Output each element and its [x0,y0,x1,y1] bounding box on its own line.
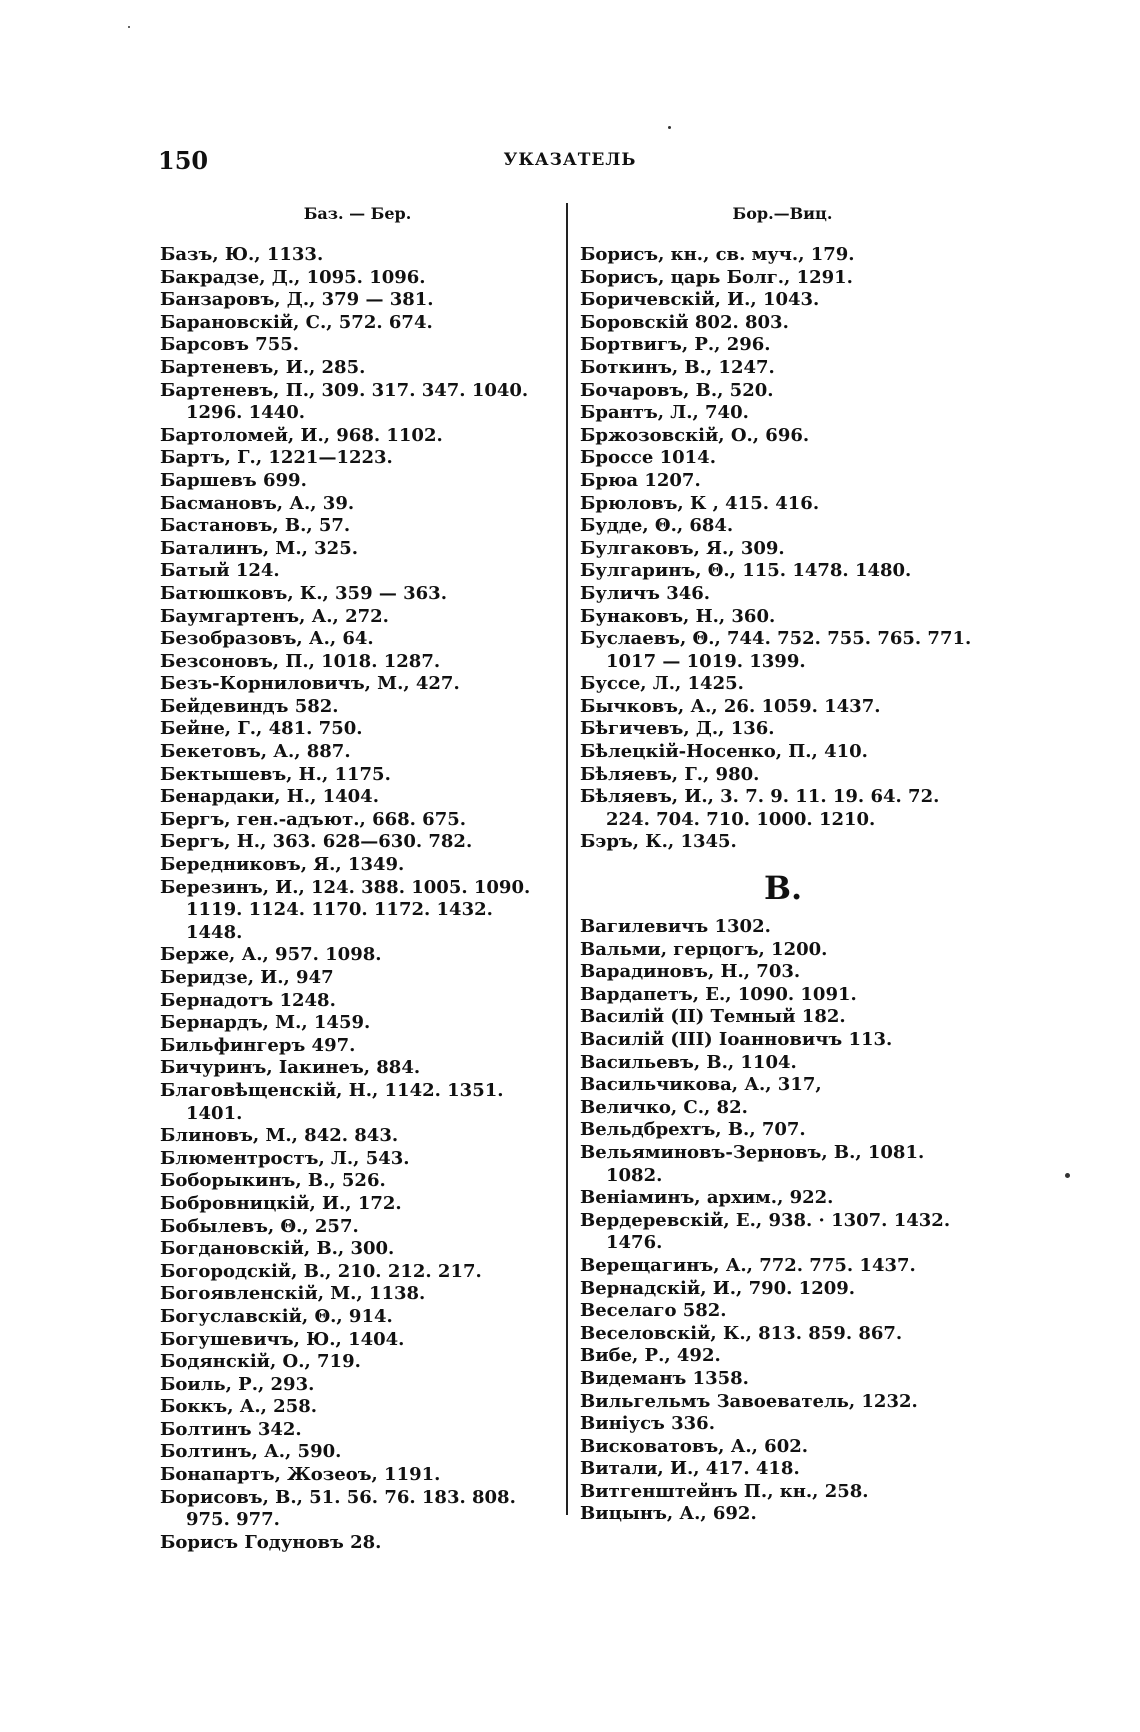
index-entry: Васильчикова, А., 317, [580,1074,822,1096]
index-entry: Бакрадзе, Д., 1095. 1096. [160,266,426,288]
index-entry: Брантъ, Л., 740. [580,402,749,424]
index-entry: Бочаровъ, В., 520. [580,379,774,401]
column-divider [566,203,568,1515]
right-entries-b-list [580,244,985,854]
left-column-head: Баз. — Бер. [303,204,412,223]
index-entry: Брюа 1207. [580,469,701,491]
index-entry: Банзаровъ, Д., 379 — 381. [160,289,434,311]
index-entry: Богоявленскій, М., 1138. [160,1283,426,1305]
index-entry: Баталинъ, М., 325. [160,537,358,559]
index-entry: Богуславскій, Θ., 914. [160,1305,393,1327]
index-entry: Базъ, Ю., 1133. [160,244,324,265]
index-entry: Васильевъ, В., 1104. [580,1051,797,1073]
index-entry: Болтинъ 342. [160,1418,302,1440]
index-entry: Баршевъ 699. [160,469,307,491]
index-entry: Бѣгичевъ, Д., 136. [580,718,775,740]
index-entry: Вицынъ, А., 692. [580,1503,757,1525]
index-entry: Боричевскій, И., 1043. [580,289,820,311]
index-entry: Безобразовъ, А., 64. [160,628,374,650]
index-entry: Видеманъ 1358. [580,1367,749,1389]
index-entry: Вальми, герцогъ, 1200. [580,938,828,960]
index-entry: Борисъ, царь Болг., 1291. [580,266,853,288]
index-entry: Боборыкинъ, В., 526. [160,1170,386,1192]
index-entry: Богдановскій, В., 300. [160,1238,395,1260]
index-entry: Бунаковъ, Н., 360. [580,605,776,627]
index-entry: Величко, С., 82. [580,1096,748,1118]
index-entry: Вибе, Р., 492. [580,1345,721,1367]
index-entry: Бектышевъ, Н., 1175. [160,763,391,785]
index-entry: Батый 124. [160,560,280,582]
right-column-head: Бор.—Виц. [732,204,833,223]
index-entry: Вильгельмъ Завоеватель, 1232. [580,1390,918,1412]
index-entry: Бекетовъ, А., 887. [160,741,351,763]
running-head: УКАЗАТЕЛЬ [503,150,637,170]
right-column [580,204,985,1526]
index-entry: Бартоломей, И., 968. 1102. [160,424,443,446]
index-entry: Брюловъ, К , 415. 416. [580,492,820,514]
index-entry: Буличъ 346. [580,582,711,604]
index-entry: Бычковъ, А., 26. 1059. 1437. [580,695,881,717]
index-entry: Бонапартъ, Жозеоъ, 1191. [160,1464,441,1486]
index-entry: Висковатовъ, А., 602. [580,1435,809,1457]
index-entry: Боровскій 802. 803. [580,311,789,333]
index-entry: Бернардъ, М., 1459. [160,1012,371,1034]
index-entry: Булгаковъ, Я., 309. [580,537,785,559]
index-entry: Бейне, Г., 481. 750. [160,718,363,740]
index-entry: Вердеревскій, Е., 938. · 1307. 1432. 1476. [580,1209,951,1254]
index-entry: Беридзе, И., 947 [160,967,334,988]
index-entry: Бернадотъ 1248. [160,989,336,1011]
index-entry: Вагилевичъ 1302. [580,916,771,938]
index-entry: Богородскій, В., 210. 212. 217. [160,1260,482,1282]
index-entry: Василій (II) Темный 182. [580,1006,846,1028]
index-entry: Борисъ, кн., св. муч., 179. [580,244,855,265]
index-entry: Болтинъ, А., 590. [160,1441,342,1463]
index-entry: Бржозовскій, О., 696. [580,424,810,446]
index-entry: Бэръ, К., 1345. [580,831,737,853]
index-entry: Берже, А., 957. 1098. [160,944,382,966]
index-entry: Веніаминъ, архим., 922. [580,1187,834,1209]
index-entry: Броссе 1014. [580,447,716,469]
index-entry: Боткинъ, В., 1247. [580,356,775,378]
index-entry: Бѣляевъ, И., 3. 7. 9. 11. 19. 64. 72. 224. 704. 710. 1000. 1210. [580,786,940,830]
index-entry: Вернадскій, И., 790. 1209. [580,1277,856,1299]
index-entry: Батюшковъ, К., 359 — 363. [160,582,447,604]
index-entry: Барановскій, С., 572. 674. [160,311,433,333]
index-entry: Басмановъ, А., 39. [160,492,355,514]
index-entry: Веселаго 582. [580,1300,727,1322]
index-entry: Бергъ, ген.-адъют., 668. 675. [160,808,467,830]
index-entry: Верещагинъ, А., 772. 775. 1437. [580,1254,916,1276]
index-entry: Блиновъ, М., 842. 843. [160,1125,399,1147]
index-entry: Бичуринъ, Іакинеъ, 884. [160,1057,421,1079]
index-entry: Барсовъ 755. [160,334,300,356]
index-entry: Боиль, Р., 293. [160,1373,315,1395]
page-number: 150 [158,146,209,175]
index-entry: Бортвигъ, Р., 296. [580,334,771,356]
index-entry: Будде, Θ., 684. [580,515,734,537]
index-entry: Буссе, Л., 1425. [580,673,744,695]
index-entry: Бейдевиндъ 582. [160,695,339,717]
index-entry: Бобровницкій, И., 172. [160,1192,402,1214]
page-speck [668,126,671,129]
index-entry: Бартъ, Г., 1221—1223. [160,447,393,469]
index-entry: Вардапетъ, Е., 1090. 1091. [580,983,857,1005]
index-entry: Бенардаки, Н., 1404. [160,786,379,808]
index-entry: Василій (III) Іоанновичъ 113. [580,1029,893,1050]
index-entry: Бодянскій, О., 719. [160,1351,361,1373]
index-entry: Вельдбрехтъ, В., 707. [580,1119,806,1141]
index-entry: Бобылевъ, Θ., 257. [160,1215,359,1237]
index-entry: Бартеневъ, П., 309. 317. 347. 1040. 1296. 1440. [160,379,529,424]
index-entry: Виніусъ 336. [580,1413,715,1435]
index-entry: Бергъ, Н., 363. 628—630. 782. [160,831,473,853]
index-entry: Баумгартенъ, А., 272. [160,605,389,627]
index-entry: Безъ-Корниловичъ, М., 427. [160,673,460,695]
page-speck [1065,1173,1070,1178]
index-entry: Бартеневъ, И., 285. [160,356,366,378]
index-entry: Витали, И., 417. 418. [580,1458,800,1480]
index-entry: Борисовъ, В., 51. 56. 76. 183. 808. 975. 977. [160,1486,516,1531]
index-entry: Бѣлецкій-Носенко, П., 410. [580,741,868,763]
page-speck [128,26,130,28]
letter-heading: В. [764,869,803,908]
index-entry: Булгаринъ, Θ., 115. 1478. 1480. [580,560,912,582]
index-entry: Веселовскій, К., 813. 859. 867. [580,1322,903,1344]
index-entry: Вельяминовъ-Зерновъ, В., 1081. 1082. [580,1141,925,1186]
index-entry: Боккъ, А., 258. [160,1396,318,1418]
index-entry: Бередниковъ, Я., 1349. [160,854,405,876]
left-column [160,204,555,1554]
right-entries-v-list [580,916,985,1526]
index-entry: Борисъ Годуновъ 28. [160,1531,382,1553]
index-entry: Безсоновъ, П., 1018. 1287. [160,650,441,672]
index-entry: Буслаевъ, Θ., 744. 752. 755. 765. 771. 1017 — 1019. 1399. [580,628,972,672]
left-entries-list [160,244,555,1554]
index-entry: Благовѣщенскій, Н., 1142. 1351. 1401. [160,1079,504,1124]
index-entry: Бѣляевъ, Г., 980. [580,763,760,785]
index-entry: Блюментростъ, Л., 543. [160,1147,410,1169]
index-entry: Богушевичъ, Ю., 1404. [160,1328,405,1350]
index-entry: Бильфингеръ 497. [160,1034,356,1056]
index-entry: Бастановъ, В., 57. [160,515,351,537]
index-entry: Березинъ, И., 124. 388. 1005. 1090. 1119. 1124. 1170. 1172. 1432. 1448. [160,876,531,943]
index-entry: Варадиновъ, Н., 703. [580,961,801,983]
index-entry: Витгенштейнъ П., кн., 258. [580,1480,869,1502]
